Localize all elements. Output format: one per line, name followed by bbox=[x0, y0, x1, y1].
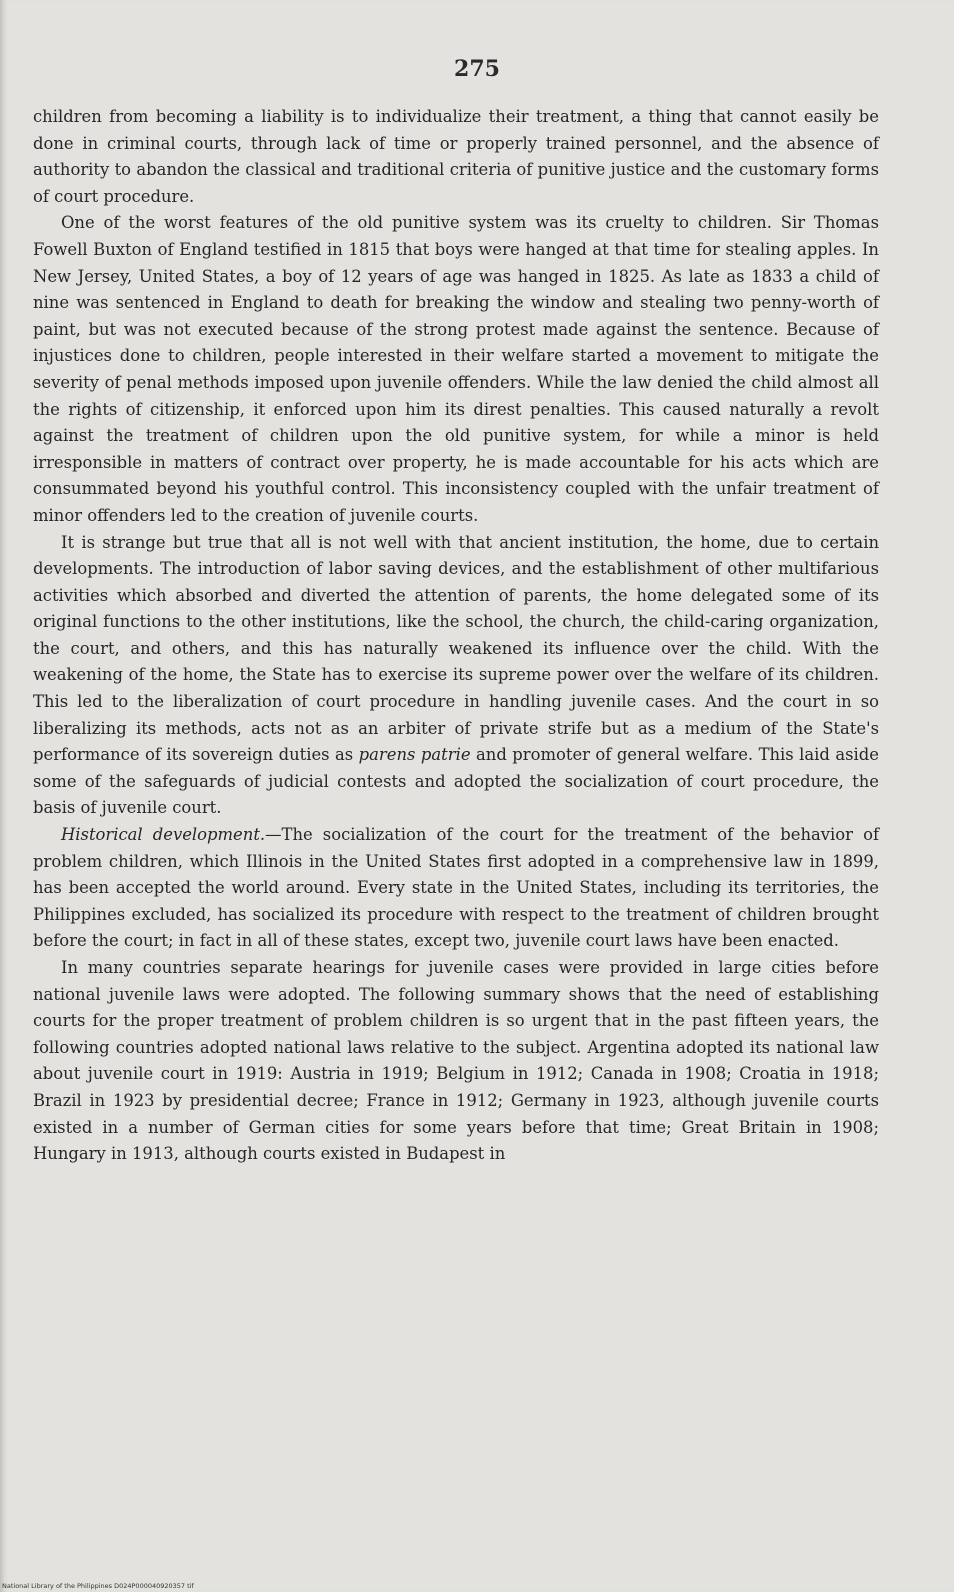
paragraph-2: One of the worst features of the old punitive system was its cruelty to children. Sir Thomas Fowell Buxton of England testified in 1815 that boys were hanged at that time for stealing apples. In New Jersey, United States, a boy of 12 years of age was hanged in 1825. As late as 1833 a child of nine was sentenced in England to death for breaking the window and stealing two penny-worth of paint, but was not executed because of the strong protest made against the sentence. Because of injustices done to children, people interested in their welfare started a movement to mitigate the severity of penal methods imposed upon juvenile offenders. While the law denied the child almost all the rights of citizenship, it enforced upon him its direst penalties. This caused naturally a revolt against the treatment of children upon the old punitive system, for while a minor is held irresponsible in matters of contract over property, he is made accountable for his acts which are consummated beyond his youthful control. This inconsistency coupled with the unfair treatment of minor offenders led to the creation of juvenile courts. bbox=[33, 213, 879, 525]
paragraph-3-text: It is strange but true that all is not well with that ancient institution, the home, due to certain developments. The introduction of labor saving devices, and the establishment of other multifarious activities which absorbed and diverted the attention of parents, the home delegated some of its original functions to the other institutions, like the school, the church, the child-caring organization, the court, and others, and this has naturally weakened its influence over the child. With the weakening of the home, the State has to exercise its supreme power over the welfare of its children. This led to the liberalization of court procedure in handling juvenile cases. And the court in so liberalizing its methods, acts not as an arbiter of private strife but as a medium of the State's performance of its sovereign duties as bbox=[33, 532, 879, 765]
paragraph-3 bbox=[33, 530, 879, 823]
paragraph-1: children from becoming a liability is to individualize their treatment, a thing that cannot easily be done in criminal courts, through lack of time or properly trained personnel, and the absence of authority to abandon the classical and traditional criteria of punitive justice and the customary forms of court procedure. bbox=[33, 107, 879, 206]
paragraph-5: In many countries separate hearings for juvenile cases were provided in large cities before national juvenile laws were adopted. The following summary shows that the need of establishing courts for the proper treatment of problem children is so urgent that in the past fifteen years, the following countries adopted national laws relative to the subject. Argentina adopted its national law about juvenile court in 1919: Austria in 1919; Belgium in 1912; Canada in 1908; Croatia in 1918; Brazil in 1923 by presidential decree; France in 1912; Germany in 1923, although juvenile courts existed in a number of German cities for some years before that time; Great Britain in 1908; Hungary in 1913, although courts existed in Budapest in bbox=[33, 958, 879, 1164]
page-number: 275 bbox=[454, 56, 500, 82]
paragraph-4 bbox=[33, 822, 879, 955]
section-heading-historical: Historical development. bbox=[61, 825, 266, 845]
document-body bbox=[33, 104, 879, 1168]
scan-footer: National Library of the Philippines D024P000040920357 tif bbox=[2, 1582, 194, 1590]
paragraph-3-continued: and promoter of general welfare. This laid aside some of the safeguards of judicial contests and adopted the socialization of court procedure, the basis of juvenile court. bbox=[33, 745, 879, 818]
latin-phrase: parens patrie bbox=[358, 745, 471, 765]
paragraph-4-text: —The socialization of the court for the treatment of the behavior of problem children, which Illinois in the United States first adopted in a comprehensive law in 1899, has been accepted the world around. Every state in the United States, including its territories, the Philippines excluded, has socialized its procedure with respect to the treatment of children brought before the court; in fact in all of these states, except two, juvenile court laws have been enacted. bbox=[33, 825, 880, 951]
